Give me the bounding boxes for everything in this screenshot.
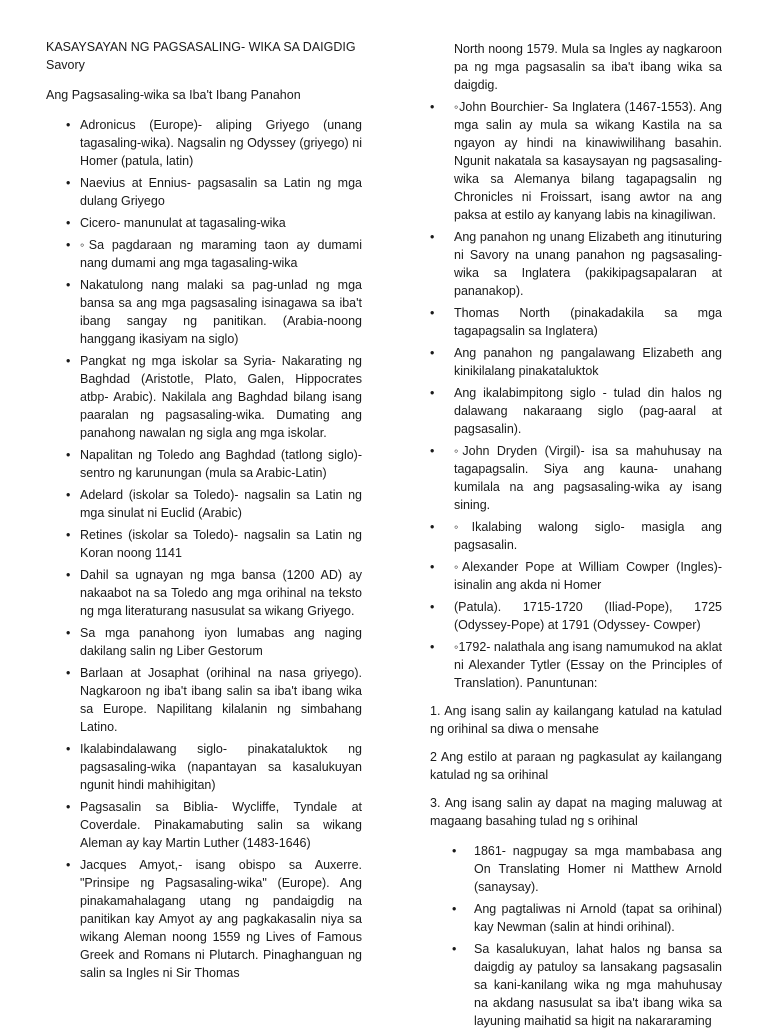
bullet-icon: •: [66, 278, 71, 292]
document-title: KASAYSAYAN NG PAGSASALING- WIKA SA DAIGDIG: [46, 40, 356, 54]
bullet-icon: •: [430, 560, 435, 574]
list-item-text: ◦Sa pagdaraan ng maraming taon ay dumami nang dumami ang mga tagasaling-wika: [80, 238, 362, 270]
bullet-icon: •: [66, 488, 71, 502]
list-item-text: 1861- nagpugay sa mga mambabasa ang On Translating Homer ni Matthew Arnold (sanaysay).: [474, 844, 722, 894]
bullet-icon: •: [452, 942, 457, 956]
list-item: [46, 798, 362, 852]
bullet-icon: •: [66, 216, 71, 230]
list-item: [430, 558, 722, 594]
bullet-icon: •: [66, 568, 71, 582]
list-item-text: Ang panahon ng pangalawang Elizabeth ang kinikilalang pinakataluktok: [454, 346, 722, 378]
list-item: [430, 598, 722, 634]
bullet-icon: •: [430, 640, 435, 654]
list-item-text: ◦Alexander Pope at William Cowper (Ingles)- isinalin ang akda ni Homer: [454, 560, 722, 592]
bullet-icon: •: [430, 306, 435, 320]
list-item-text: (Patula). 1715-1720 (Iliad-Pope), 1725 (Odyssey-Pope) at 1791 (Odyssey- Cowper): [454, 600, 722, 632]
list-item-text: Pagsasalin sa Biblia- Wycliffe, Tyndale at Coverdale. Pinakamabuting salin sa wikang Aleman ay kay Martin Luther (1483-1646): [80, 800, 362, 850]
list-item-text: Napalitan ng Toledo ang Baghdad (tatlong siglo)- sentro ng karunungan (mula sa Arabic-Latin): [80, 448, 362, 480]
list-item-text: ◦John Bourchier- Sa Inglatera (1467-1553). Ang mga salin ay mula sa wikang Kastila na sa ngayon ay hindi na kinawiwilihang basahin. Ngunit nakatala sa kasaysayan ng pagsasaling-wika sa Alemanya bilang tagapagsalin ng Chronicles ni Froissart, isang awtor na ang paksa at estilo ay kanyang labis na kinagiliwan.: [454, 100, 722, 222]
list-item: [46, 740, 362, 794]
list-item: [430, 940, 722, 1030]
rule-item: 3. Ang isang salin ay dapat na maging maluwag at magaang basahing tulad ng s orihinal: [430, 796, 722, 828]
list-item-text: Pangkat ng mga iskolar sa Syria- Nakarating ng Baghdad (Aristotle, Plato, Galen, Hippocrates atbp- Arabic). Nakilala ang Baghdad bilang isang paaralan ng pagsasaling-wika. Dumating ang panahong nawalan ng sigla ang mga iskolar.: [80, 354, 362, 440]
bullet-icon: •: [66, 448, 71, 462]
bullet-icon: •: [66, 528, 71, 542]
rule-item: 1. Ang isang salin ay kailangang katulad na katulad ng orihinal sa diwa o mensahe: [430, 704, 722, 736]
bullet-icon: •: [66, 800, 71, 814]
list-item: [46, 236, 362, 272]
right-column: [430, 40, 722, 1034]
list-item-text: ◦1792- nalathala ang isang namumukod na aklat ni Alexander Tytler (Essay on the Principles of Translation). Panuntunan:: [454, 640, 722, 690]
list-item: [430, 900, 722, 936]
bullet-icon: •: [66, 176, 71, 190]
bullet-icon: •: [66, 626, 71, 640]
bullet-icon: •: [452, 902, 457, 916]
continuation-paragraph: North noong 1579. Mula sa Ingles ay nagkaroon pa ng mga pagsasalin sa iba't ibang wika sa daigdig.: [454, 42, 722, 92]
list-item-text: Sa mga panahong iyon lumabas ang naging dakilang salin ng Liber Gestorum: [80, 626, 362, 658]
list-item-text: ◦John Dryden (Virgil)- isa sa mahuhusay na tagapagsalin. Siya ang kauna- unahang kumilala na ang pagsasaling-wika ay isang sining.: [454, 444, 722, 512]
bullet-icon: •: [66, 354, 71, 368]
list-item: [46, 624, 362, 660]
rule-item: 2 Ang estilo at paraan ng pagkasulat ay kailangang katulad ng sa orihinal: [430, 750, 722, 782]
list-item: [430, 442, 722, 514]
bullet-icon: •: [452, 844, 457, 858]
list-item: [46, 276, 362, 348]
list-item-text: Dahil sa ugnayan ng mga bansa (1200 AD) ay nakaabot na sa Toledo ang mga orihinal na teksto ng mga literaturang nasusulat sa wikang Griyego.: [80, 568, 362, 618]
left-bullet-list: [46, 116, 362, 982]
document-author: Savory: [46, 58, 85, 72]
list-item: [430, 842, 722, 896]
bullet-icon: •: [66, 666, 71, 680]
list-item: [46, 664, 362, 736]
document-subtitle: Ang Pagsasaling-wika sa Iba't Ibang Panahon: [46, 88, 301, 102]
list-item: [46, 214, 362, 232]
list-item-text: Retines (iskolar sa Toledo)- nagsalin sa Latin ng Koran noong 1141: [80, 528, 362, 560]
list-item: [46, 856, 362, 982]
list-item-text: Ang pagtaliwas ni Arnold (tapat sa orihinal) kay Newman (salin at hindi orihinal).: [474, 902, 722, 934]
list-item-text: Nakatulong nang malaki sa pag-unlad ng mga bansa sa ang mga pagsasaling isinagawa sa iba't ibang sangay ng panitikan. (Arabia-noong hanggang ikasiyam na siglo): [80, 278, 362, 346]
list-item: [46, 352, 362, 442]
left-column: [46, 38, 362, 986]
right-bullet-list: [430, 98, 722, 692]
bullet-icon: •: [66, 238, 71, 252]
bullet-icon: •: [66, 858, 71, 872]
list-item-text: Cicero- manunulat at tagasaling-wika: [80, 216, 286, 230]
bullet-icon: •: [430, 386, 435, 400]
list-item-text: Naevius at Ennius- pagsasalin sa Latin ng mga dulang Griyego: [80, 176, 362, 208]
list-item: [46, 174, 362, 210]
bullet-icon: •: [430, 100, 435, 114]
list-item-text: Ikalabindalawang siglo- pinakataluktok ng pagsasaling-wika (napantayan sa kasalukuyan ngunit hindi mahihigitan): [80, 742, 362, 792]
list-item-text: Jacques Amyot,- isang obispo sa Auxerre. "Prinsipe ng Pagsasaling-wika" (Europe). Ang pinakamahalagang utang ng pandaigdig na panitikan kay Amyot ay ang pagkakasalin niya sa wikang Aleman noong 1559 ng Lives of Famous Greek and Romans ni Plutarch. Pinaghanguan ng salin sa Ingles ni Sir Thomas: [80, 858, 362, 980]
list-item: [46, 116, 362, 170]
list-item: [430, 384, 722, 438]
list-item: [430, 228, 722, 300]
list-item-text: Ang panahon ng unang Elizabeth ang itinuturing ni Savory na unang panahon ng pagsasaling-wika sa Inglatera (pakikipagsapalaran at pananakop).: [454, 230, 722, 298]
bullet-icon: •: [66, 742, 71, 756]
bullet-icon: •: [430, 444, 435, 458]
bullet-icon: •: [430, 346, 435, 360]
list-item-text: Adelard (iskolar sa Toledo)- nagsalin sa Latin ng mga sinulat ni Euclid (Arabic): [80, 488, 362, 520]
list-item-text: Sa kasalukuyan, lahat halos ng bansa sa daigdig ay patuloy sa lansakang pagsasalin sa kani-kanilang wika ng mga mahuhusay na akdang nasusulat sa iba't ibang wika sa layuning maihatid sa higit na nakararaming: [474, 942, 722, 1028]
bullet-icon: •: [430, 600, 435, 614]
list-item: [430, 304, 722, 340]
list-item-text: Ang ikalabimpitong siglo - tulad din halos ng dalawang nakaraang siglo (pag-aaral at pagsasalin).: [454, 386, 722, 436]
bullet-icon: •: [66, 118, 71, 132]
list-item-text: Thomas North (pinakadakila sa mga tagapagsalin sa Inglatera): [454, 306, 722, 338]
list-item: [46, 566, 362, 620]
bullet-icon: •: [430, 520, 435, 534]
list-item: [46, 446, 362, 482]
list-item: [46, 486, 362, 522]
list-item: [430, 344, 722, 380]
right-bullet-list-2: [430, 842, 722, 1030]
list-item: [430, 518, 722, 554]
rules-list: [430, 702, 722, 830]
list-item-text: Barlaan at Josaphat (orihinal na nasa griyego). Nagkaroon ng iba't ibang salin sa iba't ibang wika sa Europe. Napilitang kilalanin ng simbahang Latino.: [80, 666, 362, 734]
list-item-text: Adronicus (Europe)- aliping Griyego (unang tagasaling-wika). Nagsalin ng Odyssey (griyego) ni Homer (patula, latin): [80, 118, 362, 168]
list-item: [430, 638, 722, 692]
bullet-icon: •: [430, 230, 435, 244]
list-item: [46, 526, 362, 562]
list-item: [430, 98, 722, 224]
list-item-text: ◦Ikalabing walong siglo- masigla ang pagsasalin.: [454, 520, 722, 552]
